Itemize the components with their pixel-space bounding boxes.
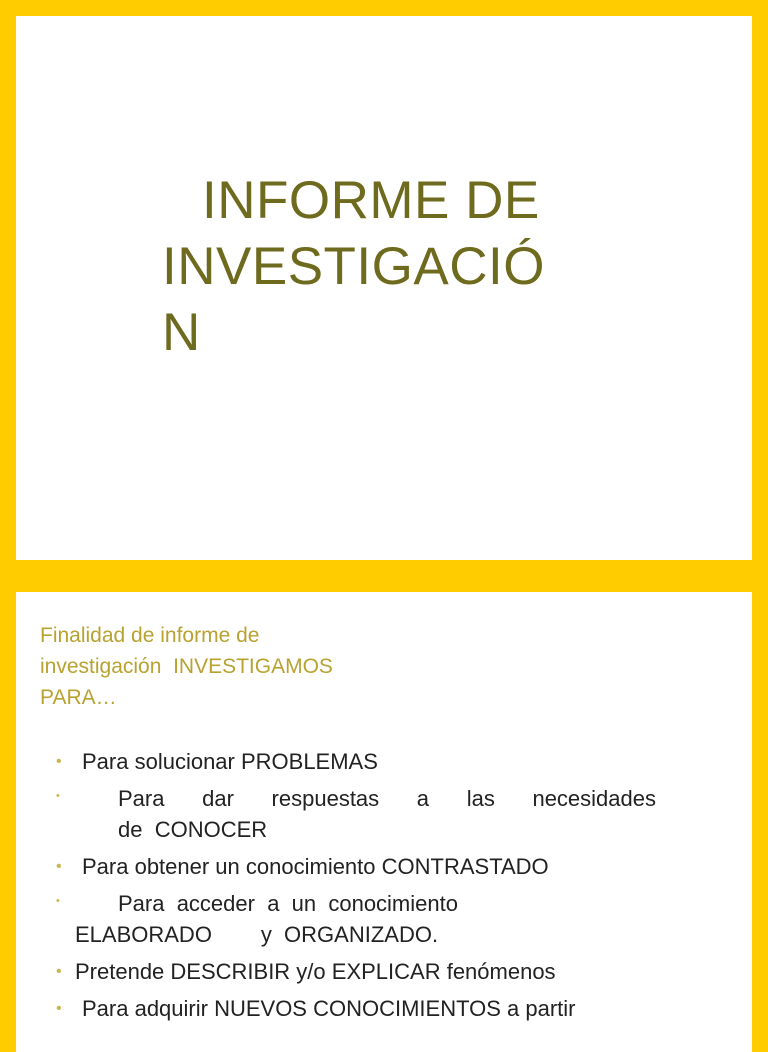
bullet-text-cont: ELABORADO y ORGANIZADO. [75, 922, 439, 947]
list-item [56, 956, 656, 987]
bullet-icon: • [56, 753, 62, 770]
list-item [56, 783, 656, 845]
bullet-list [56, 746, 656, 1030]
bullet-text: Para dar respuestas a las necesidades [118, 786, 656, 811]
bullet-text: Pretende DESCRIBIR y/o EXPLICAR fenómenos [75, 959, 556, 984]
heading-line-1: Finalidad de informe de [40, 624, 260, 647]
bullet-icon: • [56, 1000, 62, 1017]
bullet-text-cont: de CONOCER [118, 817, 268, 842]
bullet-icon: • [56, 790, 60, 802]
list-item [56, 851, 656, 882]
heading-line-3: PARA… [40, 686, 117, 709]
title-slide [16, 16, 752, 560]
title-line-1: INFORME DE [202, 171, 540, 230]
bullet-icon: • [56, 963, 62, 980]
heading-line-2: investigación INVESTIGAMOS [40, 655, 333, 678]
list-item [56, 993, 656, 1024]
slide-title [162, 168, 582, 366]
bullet-text: Para acceder a un conocimiento [118, 891, 458, 916]
bullet-text: Para solucionar PROBLEMAS [82, 749, 378, 774]
bullet-text: Para adquirir NUEVOS CONOCIMIENTOS a partir [82, 996, 576, 1021]
title-line-3: N [162, 303, 201, 362]
bullet-text: Para obtener un conocimiento CONTRASTADO [82, 854, 549, 879]
bullet-icon: • [56, 858, 62, 875]
content-slide [16, 592, 752, 1052]
list-item [56, 746, 656, 777]
bullet-icon: • [56, 895, 60, 907]
title-line-2: INVESTIGACIÓ [162, 237, 545, 296]
slide-heading [40, 620, 420, 713]
list-item [56, 888, 656, 950]
